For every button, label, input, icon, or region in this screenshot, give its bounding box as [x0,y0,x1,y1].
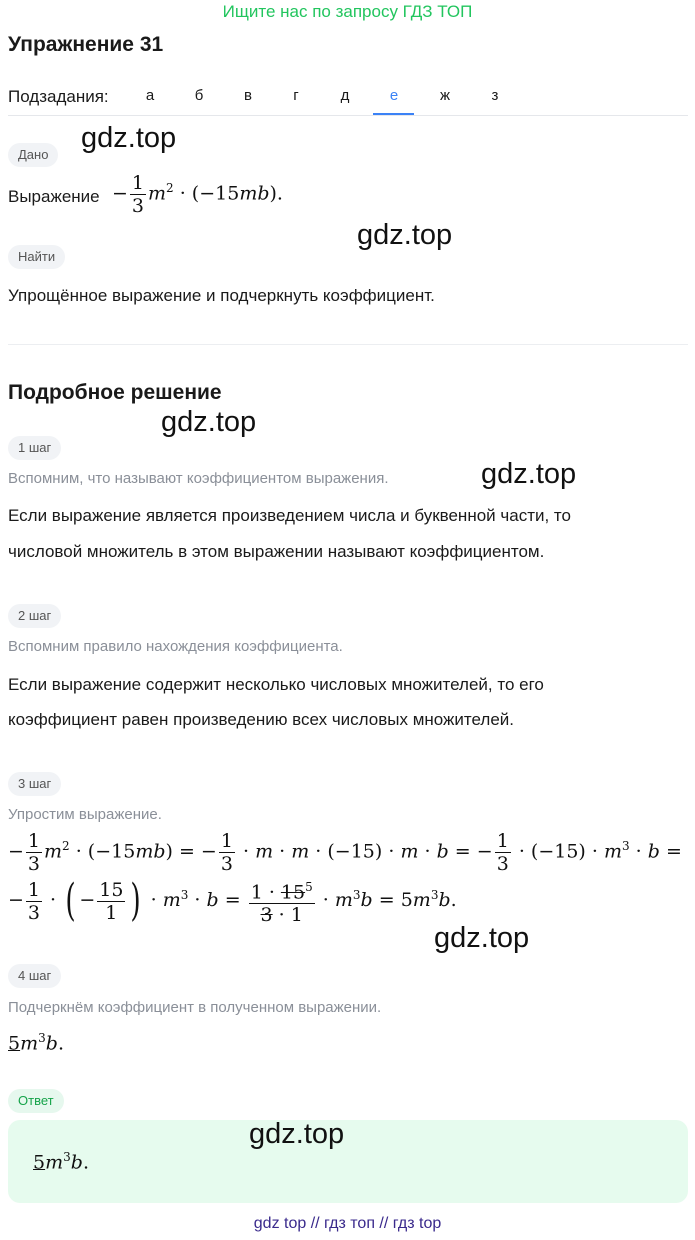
step-text-line: коэффициент равен произведению всех числовых множителей. [8,710,515,729]
step-hint: Упростим выражение. [8,806,162,823]
given-expression: − $\frac{1}{3}$ $m^2 \cdot (-15mb)$. [112,172,283,217]
watermark: gdz.top [81,122,177,154]
math-line-1: − $\frac{1}{3}$ $m^2 \cdot (-15mb)$ = − $\frac{1}{3}$ · m · m · (−15) · m · b = − $\frac{1}{3}$ · $(-15) \cdot m^3 \cdot b$ = [8,830,682,875]
tab-d[interactable]: д [340,87,350,104]
footer-links[interactable]: gdz top // гдз топ // гдз top [253,1215,442,1232]
step-badge: 4 шаг [8,964,61,988]
watermark: gdz.top [249,1118,345,1150]
page-title: Упражнение 31 [8,33,164,56]
step-result: $5m^3b$. [8,1031,64,1055]
watermark: gdz.top [481,458,577,490]
watermark: gdz.top [161,406,257,438]
step-badge: 1 шаг [8,436,61,460]
search-banner[interactable]: Ищите нас по запросу ГДЗ ТОП [222,2,473,21]
section-divider [8,344,688,345]
step-text-line: числовой множитель в этом выражении называют коэффициентом. [8,542,545,561]
subtasks-label: Подзадания: [8,87,109,106]
tabs-divider [8,115,688,116]
step-hint: Вспомним правило нахождения коэффициента. [8,638,343,655]
given-badge: Дано [8,143,58,167]
find-badge: Найти [8,245,65,269]
step-badge: 2 шаг [8,604,61,628]
answer-expression: $5m^3b$. [33,1150,89,1174]
step-text-line: Если выражение содержит несколько числовых множителей, то его [8,675,544,694]
tab-g[interactable]: г [293,87,299,104]
answer-coefficient: 5 [33,1151,46,1174]
math-line-2: − $\frac{1}{3}$ · ( − $\frac{15}{1}$ ) · $m^3 \cdot b$ = $\frac{1 \cdot 15^5}{3 \cdot 1}$ · $m^3b = 5m^3b$. [8,875,457,927]
find-text: Упрощённое выражение и подчеркнуть коэффициент. [8,286,435,305]
solution-heading: Подробное решение [8,381,222,404]
step-text-line: Если выражение является произведением числа и буквенной части, то [8,506,571,525]
watermark: gdz.top [357,219,453,251]
answer-box [8,1120,688,1203]
tab-zh[interactable]: ж [439,87,451,104]
step-hint: Подчеркнём коэффициент в полученном выражении. [8,999,382,1016]
tab-b[interactable]: б [194,87,204,104]
step-badge: 3 шаг [8,772,61,796]
tab-e-active[interactable]: е [389,87,399,104]
active-tab-indicator [373,113,414,115]
watermark: gdz.top [434,922,530,954]
tab-z[interactable]: з [491,87,499,104]
given-label: Выражение [8,187,100,206]
answer-badge: Ответ [8,1089,64,1113]
tab-v[interactable]: в [244,87,252,104]
step-hint: Вспомним, что называют коэффициентом выражения. [8,470,389,487]
tab-a[interactable]: а [145,87,155,104]
